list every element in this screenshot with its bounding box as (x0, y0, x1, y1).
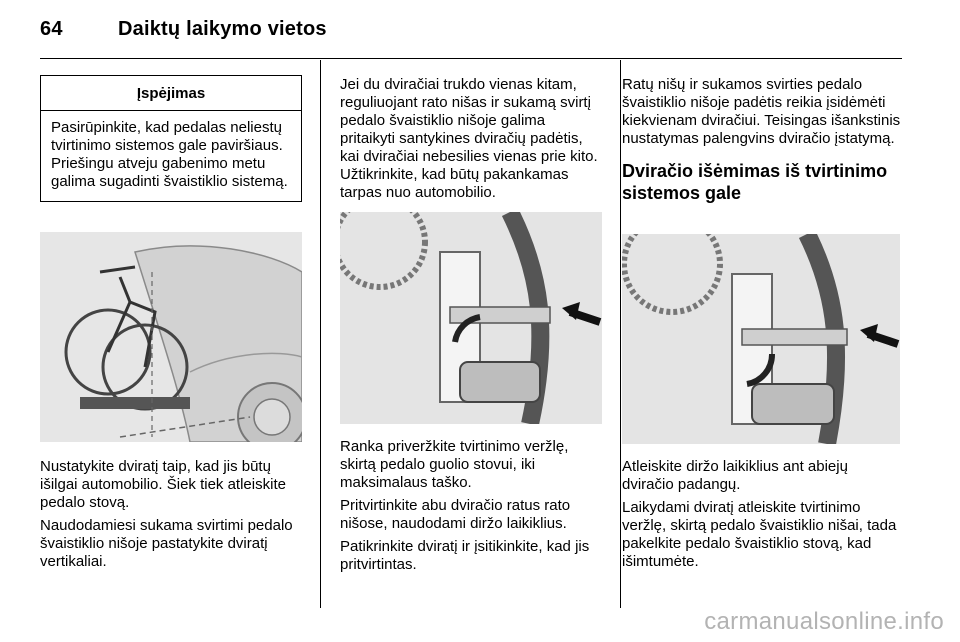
warning-text: Pasirūpinkite, kad pedalas neliestų tvirtinimo sistemos gale paviršiaus. Priešingu atveju gabenimo metu galima sugadinti švaistiklio sistemą. (51, 119, 288, 190)
col2-paragraph-4: Patikrinkite dviratį ir įsitikinkite, kad jis pritvirtintas. (340, 538, 590, 573)
column-2-text-lower (340, 438, 602, 574)
col2-paragraph-2: Ranka priveržkite tvirtinimo veržlę, skirtą pedalo guolio stovui, iki maksimalaus taško. (340, 438, 569, 491)
pedal-clamp-illustration-1 (340, 212, 602, 424)
page-title: Daiktų laikymo vietos (118, 18, 327, 40)
col3-paragraph-2: Atleiskite diržo laikiklius ant abiejų dviračio padangų. (622, 458, 848, 493)
warning-title: Įspėjimas (41, 76, 301, 111)
col2-paragraph-1: Jei du dviračiai trukdo vienas kitam, reguliuojant rato nišas ir sukamą svirtį pedalo švaistiklio nišoje galima pritaikyti santykines dviračių padėtis, kai dviračiai nebesilies vienas prie kito. Užtikrinkite, kad būtų pakankamas tarpas nuo automobilio. (340, 76, 598, 201)
bike-on-carrier-illustration (40, 232, 302, 442)
col2-paragraph-3: Pritvirtinkite abu dviračio ratus rato nišose, naudodami diržo laikiklius. (340, 497, 571, 532)
column-3 (622, 76, 902, 204)
col3-paragraph-1: Ratų nišų ir sukamos svirties pedalo švaistiklio nišoje padėtis reikia įsidėmėti kiekvienam dviračiui. Teisingas išankstinis nustatymas palengvins dviračio įstatymą. (622, 76, 901, 147)
header-rule (40, 58, 902, 59)
col3-paragraph-3: Laikydami dviratį atleiskite tvirtinimo veržlę, skirtą pedalo švaistiklio nišai, tada pakelkite pedalo švaistiklio stovą, kad išimtumėte. (622, 499, 897, 570)
pedal-clamp-illustration-2 (622, 234, 900, 444)
col1-paragraph-1: Nustatykite dviratį taip, kad jis būtų išilgai automobilio. Šiek tiek atleiskite pedalo stovą. (40, 458, 286, 511)
col1-paragraph-2: Naudodamiesi sukama svirtimi pedalo švaistiklio nišoje pastatykite dviratį vertikaliai. (40, 517, 293, 570)
column-1-text (40, 458, 310, 571)
column-divider-1 (320, 60, 321, 608)
page-header (40, 18, 327, 41)
column-2 (340, 76, 602, 202)
watermark: carmanualsonline.info (704, 608, 944, 635)
column-divider-2 (620, 60, 621, 608)
column-1 (40, 60, 302, 202)
warning-box (40, 75, 302, 202)
page-number: 64 (40, 18, 63, 40)
column-3-text-lower (622, 458, 902, 571)
section-heading: Dviračio išėmimas iš tvirtinimo sistemos gale (622, 161, 888, 203)
